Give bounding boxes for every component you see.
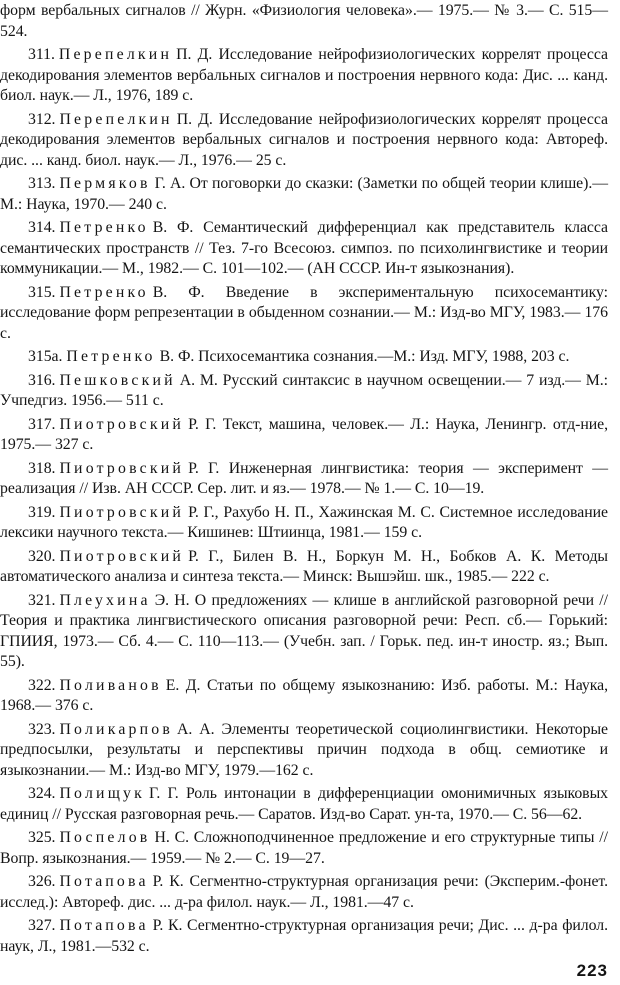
entry-author: Полищук xyxy=(59,785,146,802)
entry-author: Поликарпов xyxy=(59,720,174,738)
bibliography-entry xyxy=(0,591,608,673)
entry-text: Р. Г., Рахубо Н. П., Хажинская М. С. Системное исследование лексики научного текста.— Кишинев: Штиинца, 1981.— 159 с. xyxy=(0,503,608,541)
bibliography-entry xyxy=(0,720,608,782)
entry-text: В. Ф. Семантический дифференциал как представитель класса семантических пространств // Тез. 7-го Всесоюз. симпоз. по психолингвистике и теории коммуникации.— М., 1982.— С. 101—102.— (АН СССР. Ин-т языкознания). xyxy=(0,219,608,277)
entry-text: П. Д. Исследование нейрофизиологических коррелят процесса декодирования элементов вербальных сигналов и построения нервного кода: Дис. ... канд. биол. наук.— Л., 1976, 189 с. xyxy=(0,46,608,104)
entry-number: 316. xyxy=(28,371,56,389)
entry-number: 323. xyxy=(28,720,56,738)
entry-text: Г. Г. Роль интонации в дифференциации омонимичных языковых единиц // Русская разговорная речь.— Саратов. Изд-во Сарат. ун-та, 1970.— С. 56—62. xyxy=(0,785,608,823)
entry-text: Р. Г., Билен В. Н., Боркун М. Н., Бобков А. К. Методы автоматического анализа и синтеза текста.— Минск: Вышэйш. шк., 1985.— 222 с. xyxy=(0,547,608,585)
entry-text: Р. К. Сегментно-структурная организация речи: (Эксперим.-фонет. исслед.): Автореф. дис. ... д-ра филол. наук.— Л., 1981.—47 с. xyxy=(0,873,608,911)
entry-author: Пермяков xyxy=(59,175,151,192)
entry-number: 312. xyxy=(28,110,56,128)
entry-author: Петренко xyxy=(59,283,149,301)
entry-text: Р. К. Сегментно-структурная организация речи; Дис. ... д-ра филол. наук, Л., 1981.—532 с. xyxy=(0,917,608,955)
bibliography-entry xyxy=(0,916,608,957)
bibliography-entry xyxy=(0,676,608,717)
entry-text: Э. Н. О предложениях — клише в английской разговорной речи // Теория и практика лингвистического описания разговорной речи: Респ. сб.— Горький: ГПИИЯ, 1973.— Сб. 4.— С. 110—113.— (Учебн. зап. / Горьк. пед. ин-т иностр. яз.; Вып. 55). xyxy=(0,591,608,670)
entry-author: Потапова xyxy=(59,917,149,934)
entry-author: Пиотровский xyxy=(59,415,185,433)
entry-number: 311. xyxy=(28,46,55,63)
entry-author: Потапова xyxy=(59,873,149,890)
entry-text: П. Д. Исследование нейрофизиологических коррелят процесса декодирования элементов вербальных сигналов и построения нервного кода: Автореф. дис. ... канд. биол. наук.— Л., 1976.— 25 с. xyxy=(0,110,608,169)
entry-number: 327. xyxy=(28,917,56,934)
entry-number: 321. xyxy=(28,591,56,609)
entry-number: 326. xyxy=(28,873,56,890)
entry-number: 315а. xyxy=(28,348,63,365)
bibliography-entry xyxy=(0,174,608,215)
entry-author: Поливанов xyxy=(59,676,162,694)
bibliography-entry xyxy=(0,784,608,825)
entry-number: 318. xyxy=(28,459,56,477)
entry-text: А. М. Русский синтаксис в научном освещении.— 7 изд.— М.: Учпедгиз. 1956.— 511 с. xyxy=(0,371,608,409)
bibliography-entry xyxy=(0,45,608,107)
bibliography-entry xyxy=(0,459,608,500)
entry-author: Перепелкин xyxy=(59,110,173,128)
entry-author: Петренко xyxy=(66,348,156,365)
entry-text: Е. Д. Статьи по общему языкознанию: Изб. работы. М.: Наука, 1968.— 376 с. xyxy=(0,676,608,714)
entry-number: 317. xyxy=(28,415,56,433)
entry-text: В. Ф. Введение в экспериментальную психосемантику: исследование форм репрезентации в обыденном сознании.— М.: Изд-во МГУ, 1983.— 176 с. xyxy=(0,283,608,342)
bibliography-entry xyxy=(0,503,608,544)
entry-author: Пиотровский xyxy=(59,547,185,565)
entry-author: Пиотровский xyxy=(59,459,185,477)
entry-number: 314. xyxy=(28,219,56,236)
entry-author: Петренко xyxy=(59,219,149,236)
bibliography-continuation: форм вербальных сигналов // Журн. «Физиология человека».— 1975.— № 3.— С. 515—524. xyxy=(0,2,608,40)
bibliography-list xyxy=(0,1,608,960)
entry-author: Плеухина xyxy=(59,591,151,609)
entry-text: Г. А. От поговорки до сказки: (Заметки по общей теории клише).— М.: Наука, 1970.— 240 с. xyxy=(0,175,608,213)
entry-number: 324. xyxy=(28,785,56,802)
entry-number: 325. xyxy=(28,829,56,846)
bibliography-entry xyxy=(0,828,608,869)
bibliography-entry xyxy=(0,371,608,412)
entry-text: Р. Г. Инженерная лингвистика: теория — эксперимент — реализация // Изв. АН СССР. Сер. лит. и яз.— 1978.— № 1.— С. 10—19. xyxy=(0,459,608,497)
bibliography-entry xyxy=(0,218,608,280)
bibliography-entry xyxy=(0,415,608,456)
bibliography-entry xyxy=(0,110,608,172)
entry-author: Пиотровский xyxy=(59,503,185,521)
bibliography-entries xyxy=(0,45,608,957)
entry-text: Р. Г. Текст, машина, человек.— Л.: Наука, Ленингр. отд-ние, 1975.— 327 с. xyxy=(0,415,608,453)
entry-text: Н. С. Сложноподчиненное предложение и его структурные типы // Вопр. языкознания.— 1959.— № 2.— С. 19—27. xyxy=(0,829,608,867)
bibliography-entry xyxy=(0,872,608,913)
entry-author: Поспелов xyxy=(59,829,151,846)
bibliography-entry xyxy=(0,283,608,345)
entry-number: 319. xyxy=(28,503,56,521)
bibliography-entry xyxy=(0,547,608,588)
entry-number: 322. xyxy=(28,676,56,694)
bibliography-entry xyxy=(0,347,608,368)
entry-number: 313. xyxy=(28,175,56,192)
page-number: 223 xyxy=(576,961,608,980)
entry-author: Перепелкин xyxy=(58,46,173,63)
entry-text: В. Ф. Психосемантика сознания.—М.: Изд. МГУ, 1988, 203 с. xyxy=(159,348,570,365)
entry-author: Пешковский xyxy=(59,371,176,389)
entry-text: А. А. Элементы теоретической социолингвистики. Некоторые предпосылки, результаты и перспективы причин подхода в общ. семиотике и языкознании.— М.: Изд-во МГУ, 1979.—162 с. xyxy=(0,720,608,779)
entry-number: 320. xyxy=(28,547,56,565)
entry-number: 315. xyxy=(28,283,56,301)
